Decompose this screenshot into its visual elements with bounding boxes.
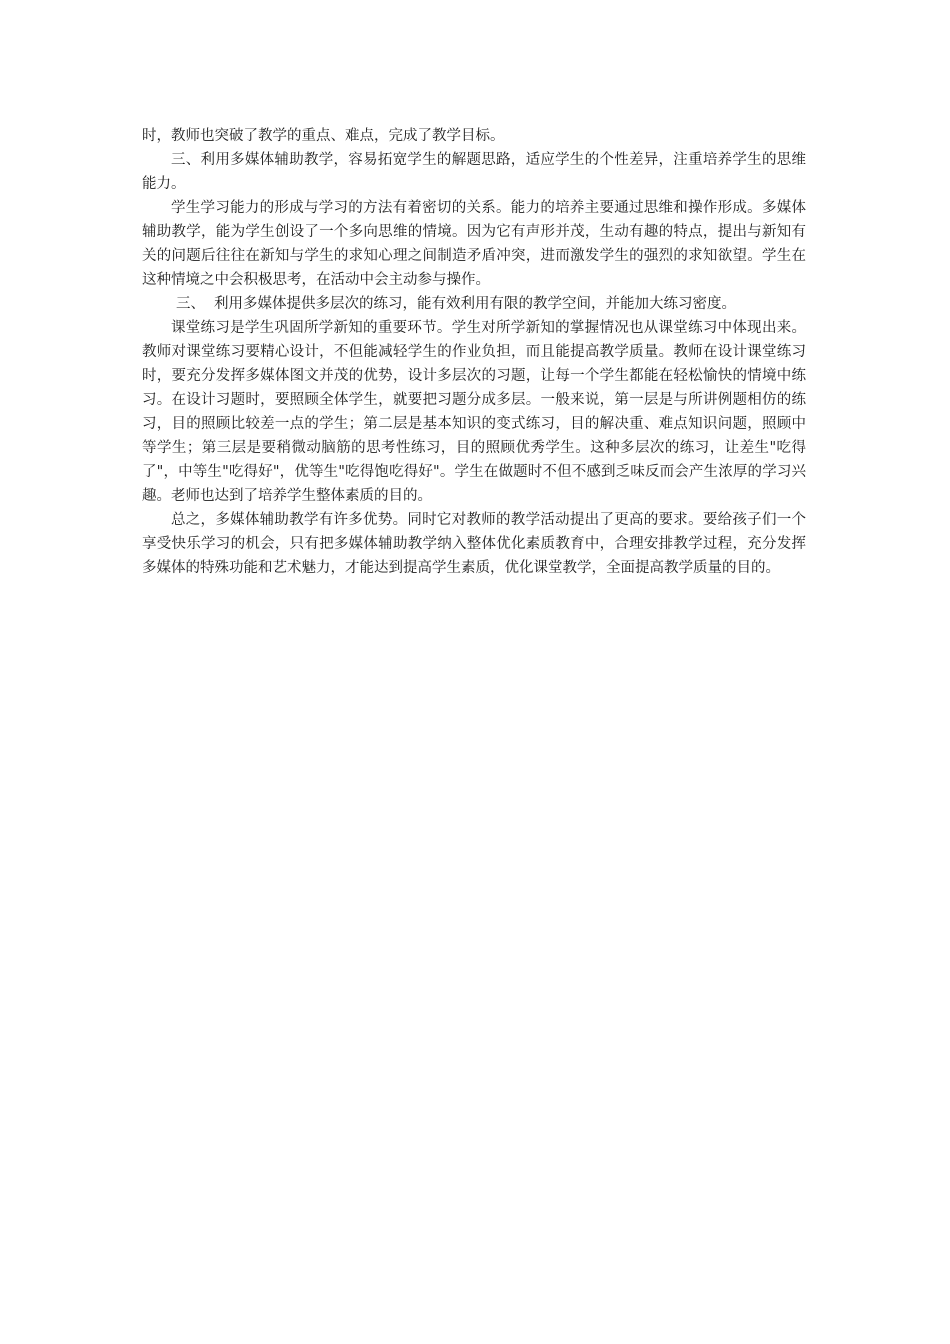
document-body [142, 124, 806, 580]
list-heading-three [142, 292, 806, 316]
section-heading-three: 三、利用多媒体辅助教学，容易拓宽学生的解题思路，适应学生的个性差异，注重培养学生的思维能力。 [142, 152, 806, 192]
list-heading-text: 利用多媒体提供多层次的练习，能有效利用有限的教学空间，并能加大练习密度。 [214, 296, 736, 312]
paragraph-continuation: 时，教师也突破了教学的重点、难点，完成了教学目标。 [142, 128, 505, 144]
paragraph-learning-ability: 学生学习能力的形成与学习的方法有着密切的关系。能力的培养主要通过思维和操作形成。多媒体辅助教学，能为学生创设了一个多向思维的情境。因为它有声形并茂，生动有趣的特点，提出与新知有关的问题后往往在新知与学生的求知心理之间制造矛盾冲突，进而激发学生的强烈的求知欲望。学生在这种情境之中会积极思考，在活动中会主动参与操作。 [142, 200, 806, 288]
paragraph-conclusion: 总之，多媒体辅助教学有许多优势。同时它对教师的教学活动提出了更高的要求。要给孩子们一个享受快乐学习的机会，只有把多媒体辅助教学纳入整体优化素质教育中，合理安排教学过程，充分发挥多媒体的特殊功能和艺术魅力，才能达到提高学生素质，优化课堂教学，全面提高教学质量的目的。 [142, 512, 806, 576]
list-heading-number: 三、 [176, 296, 205, 312]
paragraph-classroom-practice: 课堂练习是学生巩固所学新知的重要环节。学生对所学新知的掌握情况也从课堂练习中体现出来。教师对课堂练习要精心设计，不但能减轻学生的作业负担，而且能提高教学质量。教师在设计课堂练习时，要充分发挥多媒体图文并茂的优势，设计多层次的习题，让每一个学生都能在轻松愉快的情境中练习。在设计习题时，要照顾全体学生，就要把习题分成多层。一般来说，第一层是与所讲例题相仿的练习，目的照顾比较差一点的学生；第二层是基本知识的变式练习，目的解决重、难点知识问题，照顾中等学生；第三层是要稍微动脑筋的思考性练习，目的照顾优秀学生。这种多层次的练习，让差生"吃得了"，中等生"吃得好"，优等生"吃得饱吃得好"。学生在做题时不但不感到乏味反而会产生浓厚的学习兴趣。老师也达到了培养学生整体素质的目的。 [142, 320, 806, 504]
